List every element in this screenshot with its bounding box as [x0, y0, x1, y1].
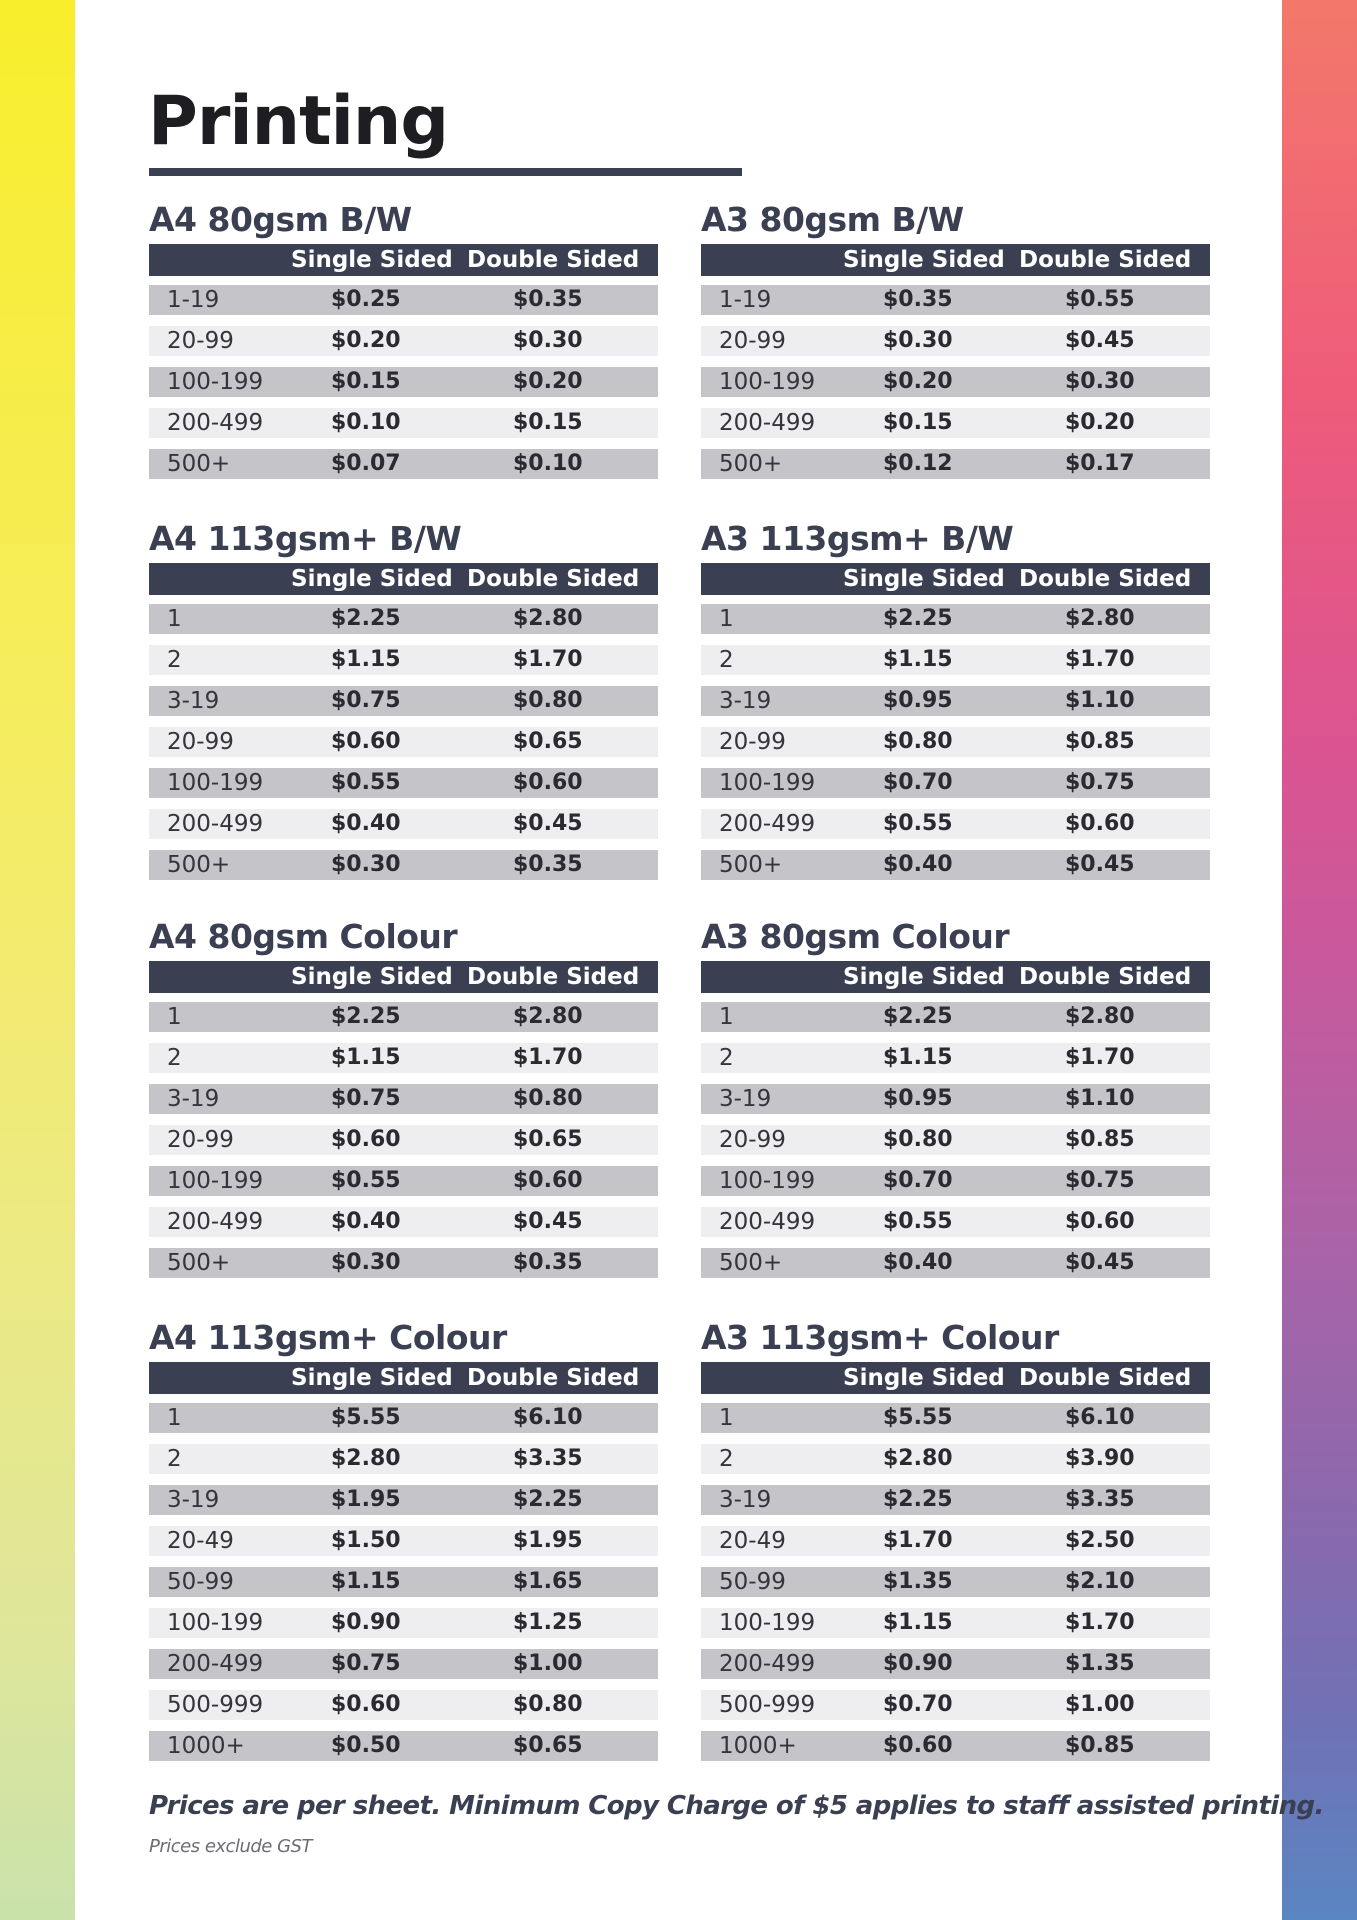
- double-sided-price: $1.65: [513, 1569, 583, 1594]
- double-sided-price: $0.30: [1065, 369, 1135, 394]
- table-row: [701, 1166, 1210, 1196]
- double-sided-price: $0.85: [1065, 1733, 1135, 1758]
- table-row: [149, 850, 658, 880]
- price-section-a3-80gsm-bw: [701, 200, 1210, 490]
- quantity-range: 500+: [719, 451, 783, 477]
- quantity-range: 200-499: [167, 1651, 264, 1677]
- single-sided-price: $0.50: [331, 1733, 401, 1758]
- single-sided-price: $0.60: [331, 1127, 401, 1152]
- table-row: [149, 1166, 658, 1196]
- single-sided-price: $0.30: [331, 1250, 401, 1275]
- double-sided-price: $0.10: [513, 451, 583, 476]
- double-sided-price: $2.80: [513, 1004, 583, 1029]
- single-sided-price: $2.25: [883, 1004, 953, 1029]
- single-sided-price: $1.15: [883, 1610, 953, 1635]
- quantity-range: 500+: [167, 852, 231, 878]
- double-sided-price: $3.90: [1065, 1446, 1135, 1471]
- single-sided-price: $0.15: [883, 410, 953, 435]
- double-sided-price: $0.45: [513, 1209, 583, 1234]
- single-sided-price: $0.10: [331, 410, 401, 435]
- quantity-range: 3-19: [167, 688, 220, 714]
- double-sided-price: $0.45: [1065, 1250, 1135, 1275]
- double-sided-price: $0.15: [513, 410, 583, 435]
- double-sided-price: $6.10: [513, 1405, 583, 1430]
- double-sided-price: $2.50: [1065, 1528, 1135, 1553]
- quantity-range: 500+: [719, 852, 783, 878]
- table-row: [149, 1002, 658, 1032]
- column-header-single-sided: Single Sided: [291, 964, 453, 990]
- double-sided-price: $0.17: [1065, 451, 1135, 476]
- table-row: [701, 1485, 1210, 1515]
- double-sided-price: $2.80: [1065, 606, 1135, 631]
- table-row: [149, 1485, 658, 1515]
- quantity-range: 200-499: [719, 1651, 816, 1677]
- column-header-double-sided: Double Sided: [1019, 1365, 1192, 1391]
- table-row: [701, 850, 1210, 880]
- section-title: A3 113gsm+ B/W: [701, 519, 1014, 558]
- table-row: [701, 285, 1210, 315]
- quantity-range: 100-199: [719, 1610, 816, 1636]
- table-row: [701, 408, 1210, 438]
- quantity-range: 50-99: [167, 1569, 234, 1595]
- quantity-range: 20-49: [719, 1528, 786, 1554]
- single-sided-price: $2.80: [331, 1446, 401, 1471]
- quantity-range: 1-19: [719, 287, 772, 313]
- table-row: [701, 1084, 1210, 1114]
- column-header-single-sided: Single Sided: [843, 566, 1005, 592]
- single-sided-price: $0.35: [883, 287, 953, 312]
- double-sided-price: $1.70: [1065, 647, 1135, 672]
- right-gradient-band: [1282, 0, 1357, 1920]
- double-sided-price: $0.85: [1065, 729, 1135, 754]
- single-sided-price: $0.20: [883, 369, 953, 394]
- table-row: [701, 1444, 1210, 1474]
- quantity-range: 1: [719, 606, 734, 632]
- quantity-range: 100-199: [167, 369, 264, 395]
- table-body: [701, 1002, 1210, 1278]
- quantity-range: 500+: [167, 1250, 231, 1276]
- double-sided-price: $1.70: [1065, 1610, 1135, 1635]
- table-row: [149, 367, 658, 397]
- single-sided-price: $0.40: [883, 1250, 953, 1275]
- double-sided-price: $1.25: [513, 1610, 583, 1635]
- table-body: [149, 1403, 658, 1761]
- quantity-range: 1: [167, 606, 182, 632]
- single-sided-price: $0.95: [883, 688, 953, 713]
- double-sided-price: $6.10: [1065, 1405, 1135, 1430]
- single-sided-price: $1.50: [331, 1528, 401, 1553]
- quantity-range: 20-99: [719, 729, 786, 755]
- table-row: [149, 1444, 658, 1474]
- table-body: [701, 1403, 1210, 1761]
- price-section-a3-80gsm-colour: [701, 917, 1210, 1289]
- double-sided-price: $0.65: [513, 1733, 583, 1758]
- quantity-range: 20-99: [167, 1127, 234, 1153]
- table-row: [701, 449, 1210, 479]
- table-row: [149, 809, 658, 839]
- quantity-range: 20-99: [167, 328, 234, 354]
- single-sided-price: $0.90: [883, 1651, 953, 1676]
- double-sided-price: $1.10: [1065, 688, 1135, 713]
- column-header-double-sided: Double Sided: [467, 964, 640, 990]
- table-row: [149, 686, 658, 716]
- quantity-range: 500-999: [167, 1692, 264, 1718]
- table-row: [149, 326, 658, 356]
- table-row: [149, 1526, 658, 1556]
- double-sided-price: $1.35: [1065, 1651, 1135, 1676]
- price-section-a4-80gsm-colour: [149, 917, 658, 1289]
- table-row: [149, 1649, 658, 1679]
- price-section-a3-113gsm-bw: [701, 519, 1210, 891]
- table-row: [149, 1403, 658, 1433]
- quantity-range: 2: [719, 1045, 734, 1071]
- double-sided-price: $1.70: [513, 1045, 583, 1070]
- table-row: [149, 1731, 658, 1761]
- table-row: [149, 645, 658, 675]
- quantity-range: 1-19: [167, 287, 220, 313]
- quantity-range: 20-99: [167, 729, 234, 755]
- table-row: [149, 1567, 658, 1597]
- price-section-a4-113gsm-bw: [149, 519, 658, 891]
- double-sided-price: $1.70: [513, 647, 583, 672]
- double-sided-price: $2.80: [1065, 1004, 1135, 1029]
- double-sided-price: $2.10: [1065, 1569, 1135, 1594]
- single-sided-price: $2.25: [883, 606, 953, 631]
- table-header: [701, 563, 1210, 595]
- single-sided-price: $2.25: [331, 1004, 401, 1029]
- single-sided-price: $0.60: [331, 1692, 401, 1717]
- quantity-range: 200-499: [167, 410, 264, 436]
- table-row: [701, 1608, 1210, 1638]
- single-sided-price: $1.70: [883, 1528, 953, 1553]
- quantity-range: 100-199: [167, 1168, 264, 1194]
- single-sided-price: $2.80: [883, 1446, 953, 1471]
- table-header: [701, 961, 1210, 993]
- quantity-range: 100-199: [167, 770, 264, 796]
- table-body: [701, 604, 1210, 880]
- table-row: [149, 1248, 658, 1278]
- single-sided-price: $1.15: [331, 1569, 401, 1594]
- table-header: [149, 1362, 658, 1394]
- double-sided-price: $0.65: [513, 1127, 583, 1152]
- single-sided-price: $0.75: [331, 1651, 401, 1676]
- quantity-range: 1000+: [167, 1733, 245, 1759]
- price-section-a4-113gsm-colour: [149, 1318, 658, 1772]
- single-sided-price: $5.55: [331, 1405, 401, 1430]
- quantity-range: 20-99: [719, 1127, 786, 1153]
- quantity-range: 2: [167, 647, 182, 673]
- left-gradient-band: [0, 0, 75, 1920]
- table-row: [149, 1043, 658, 1073]
- quantity-range: 200-499: [719, 1209, 816, 1235]
- table-row: [701, 367, 1210, 397]
- table-body: [149, 285, 658, 479]
- quantity-range: 3-19: [167, 1086, 220, 1112]
- single-sided-price: $0.25: [331, 287, 401, 312]
- column-header-single-sided: Single Sided: [291, 566, 453, 592]
- table-header: [149, 244, 658, 276]
- single-sided-price: $0.07: [331, 451, 401, 476]
- title-underline: [149, 168, 742, 176]
- double-sided-price: $0.75: [1065, 770, 1135, 795]
- table-row: [149, 1125, 658, 1155]
- single-sided-price: $0.55: [331, 770, 401, 795]
- quantity-range: 100-199: [719, 1168, 816, 1194]
- quantity-range: 2: [719, 1446, 734, 1472]
- table-row: [149, 1690, 658, 1720]
- single-sided-price: $0.15: [331, 369, 401, 394]
- table-row: [149, 1608, 658, 1638]
- single-sided-price: $0.60: [883, 1733, 953, 1758]
- quantity-range: 200-499: [719, 811, 816, 837]
- single-sided-price: $0.70: [883, 1692, 953, 1717]
- double-sided-price: $2.80: [513, 606, 583, 631]
- double-sided-price: $1.70: [1065, 1045, 1135, 1070]
- single-sided-price: $1.95: [331, 1487, 401, 1512]
- column-header-single-sided: Single Sided: [291, 1365, 453, 1391]
- table-row: [701, 1043, 1210, 1073]
- section-title: A4 113gsm+ B/W: [149, 519, 462, 558]
- double-sided-price: $1.00: [513, 1651, 583, 1676]
- table-row: [701, 1207, 1210, 1237]
- table-row: [701, 1002, 1210, 1032]
- double-sided-price: $0.30: [513, 328, 583, 353]
- footer-note: Prices are per sheet. Minimum Copy Charge of $5 applies to staff assisted printing.: [149, 1791, 1324, 1821]
- single-sided-price: $0.70: [883, 770, 953, 795]
- table-row: [149, 768, 658, 798]
- section-title: A3 80gsm B/W: [701, 200, 964, 239]
- double-sided-price: $3.35: [513, 1446, 583, 1471]
- table-header: [701, 1362, 1210, 1394]
- single-sided-price: $1.35: [883, 1569, 953, 1594]
- column-header-double-sided: Double Sided: [1019, 964, 1192, 990]
- quantity-range: 1: [719, 1405, 734, 1431]
- double-sided-price: $0.85: [1065, 1127, 1135, 1152]
- quantity-range: 500+: [167, 451, 231, 477]
- column-header-double-sided: Double Sided: [467, 566, 640, 592]
- single-sided-price: $0.70: [883, 1168, 953, 1193]
- single-sided-price: $0.30: [883, 328, 953, 353]
- quantity-range: 1: [719, 1004, 734, 1030]
- single-sided-price: $0.40: [331, 1209, 401, 1234]
- quantity-range: 3-19: [719, 1487, 772, 1513]
- table-row: [701, 604, 1210, 634]
- double-sided-price: $0.45: [1065, 328, 1135, 353]
- table-row: [701, 686, 1210, 716]
- table-row: [701, 1649, 1210, 1679]
- double-sided-price: $0.35: [513, 852, 583, 877]
- quantity-range: 2: [719, 647, 734, 673]
- column-header-double-sided: Double Sided: [467, 1365, 640, 1391]
- column-header-double-sided: Double Sided: [1019, 247, 1192, 273]
- table-row: [701, 1567, 1210, 1597]
- quantity-range: 200-499: [719, 410, 816, 436]
- quantity-range: 100-199: [719, 369, 816, 395]
- single-sided-price: $0.12: [883, 451, 953, 476]
- quantity-range: 50-99: [719, 1569, 786, 1595]
- single-sided-price: $0.75: [331, 1086, 401, 1111]
- double-sided-price: $0.60: [1065, 811, 1135, 836]
- column-header-double-sided: Double Sided: [467, 247, 640, 273]
- quantity-range: 200-499: [167, 1209, 264, 1235]
- single-sided-price: $0.95: [883, 1086, 953, 1111]
- column-header-single-sided: Single Sided: [843, 1365, 1005, 1391]
- table-row: [701, 768, 1210, 798]
- double-sided-price: $1.95: [513, 1528, 583, 1553]
- double-sided-price: $0.60: [513, 770, 583, 795]
- table-row: [149, 408, 658, 438]
- quantity-range: 3-19: [719, 688, 772, 714]
- table-row: [149, 1207, 658, 1237]
- single-sided-price: $0.80: [883, 729, 953, 754]
- table-body: [149, 604, 658, 880]
- table-header: [149, 961, 658, 993]
- table-header: [701, 244, 1210, 276]
- column-header-single-sided: Single Sided: [843, 247, 1005, 273]
- quantity-range: 20-99: [719, 328, 786, 354]
- single-sided-price: $0.90: [331, 1610, 401, 1635]
- double-sided-price: $3.35: [1065, 1487, 1135, 1512]
- double-sided-price: $0.55: [1065, 287, 1135, 312]
- column-header-single-sided: Single Sided: [291, 247, 453, 273]
- column-header-single-sided: Single Sided: [843, 964, 1005, 990]
- table-row: [701, 645, 1210, 675]
- table-row: [701, 1526, 1210, 1556]
- double-sided-price: $0.60: [513, 1168, 583, 1193]
- quantity-range: 200-499: [167, 811, 264, 837]
- price-section-a4-80gsm-bw: [149, 200, 658, 490]
- section-title: A3 113gsm+ Colour: [701, 1318, 1059, 1357]
- section-title: A4 113gsm+ Colour: [149, 1318, 507, 1357]
- single-sided-price: $0.40: [883, 852, 953, 877]
- single-sided-price: $0.60: [331, 729, 401, 754]
- single-sided-price: $0.55: [883, 811, 953, 836]
- table-row: [701, 1731, 1210, 1761]
- single-sided-price: $0.40: [331, 811, 401, 836]
- double-sided-price: $0.35: [513, 1250, 583, 1275]
- table-row: [149, 604, 658, 634]
- table-body: [149, 1002, 658, 1278]
- table-body: [701, 285, 1210, 479]
- quantity-range: 1: [167, 1405, 182, 1431]
- page-title: Printing: [148, 82, 448, 161]
- single-sided-price: $1.15: [331, 647, 401, 672]
- table-row: [149, 449, 658, 479]
- table-row: [149, 1084, 658, 1114]
- single-sided-price: $0.55: [331, 1168, 401, 1193]
- section-title: A4 80gsm Colour: [149, 917, 458, 956]
- single-sided-price: $0.75: [331, 688, 401, 713]
- quantity-range: 2: [167, 1045, 182, 1071]
- column-header-double-sided: Double Sided: [1019, 566, 1192, 592]
- quantity-range: 100-199: [167, 1610, 264, 1636]
- double-sided-price: $0.45: [513, 811, 583, 836]
- double-sided-price: $0.80: [513, 688, 583, 713]
- single-sided-price: $1.15: [883, 647, 953, 672]
- single-sided-price: $0.55: [883, 1209, 953, 1234]
- single-sided-price: $2.25: [883, 1487, 953, 1512]
- double-sided-price: $0.80: [513, 1692, 583, 1717]
- double-sided-price: $1.10: [1065, 1086, 1135, 1111]
- double-sided-price: $0.20: [1065, 410, 1135, 435]
- table-row: [701, 1690, 1210, 1720]
- quantity-range: 1000+: [719, 1733, 797, 1759]
- table-header: [149, 563, 658, 595]
- quantity-range: 500-999: [719, 1692, 816, 1718]
- footer-sub-note: Prices exclude GST: [149, 1836, 312, 1857]
- quantity-range: 2: [167, 1446, 182, 1472]
- single-sided-price: $0.80: [883, 1127, 953, 1152]
- single-sided-price: $0.30: [331, 852, 401, 877]
- table-row: [701, 1403, 1210, 1433]
- table-row: [701, 809, 1210, 839]
- double-sided-price: $0.75: [1065, 1168, 1135, 1193]
- double-sided-price: $0.60: [1065, 1209, 1135, 1234]
- price-section-a3-113gsm-colour: [701, 1318, 1210, 1772]
- double-sided-price: $0.65: [513, 729, 583, 754]
- table-row: [701, 1248, 1210, 1278]
- single-sided-price: $1.15: [883, 1045, 953, 1070]
- table-row: [149, 727, 658, 757]
- double-sided-price: $0.20: [513, 369, 583, 394]
- single-sided-price: $1.15: [331, 1045, 401, 1070]
- single-sided-price: $5.55: [883, 1405, 953, 1430]
- quantity-range: 3-19: [167, 1487, 220, 1513]
- double-sided-price: $0.35: [513, 287, 583, 312]
- quantity-range: 100-199: [719, 770, 816, 796]
- table-row: [701, 1125, 1210, 1155]
- section-title: A4 80gsm B/W: [149, 200, 412, 239]
- single-sided-price: $0.20: [331, 328, 401, 353]
- table-row: [701, 727, 1210, 757]
- table-row: [701, 326, 1210, 356]
- quantity-range: 1: [167, 1004, 182, 1030]
- double-sided-price: $2.25: [513, 1487, 583, 1512]
- quantity-range: 500+: [719, 1250, 783, 1276]
- double-sided-price: $0.80: [513, 1086, 583, 1111]
- table-row: [149, 285, 658, 315]
- quantity-range: 20-49: [167, 1528, 234, 1554]
- single-sided-price: $2.25: [331, 606, 401, 631]
- section-title: A3 80gsm Colour: [701, 917, 1010, 956]
- double-sided-price: $1.00: [1065, 1692, 1135, 1717]
- quantity-range: 3-19: [719, 1086, 772, 1112]
- double-sided-price: $0.45: [1065, 852, 1135, 877]
